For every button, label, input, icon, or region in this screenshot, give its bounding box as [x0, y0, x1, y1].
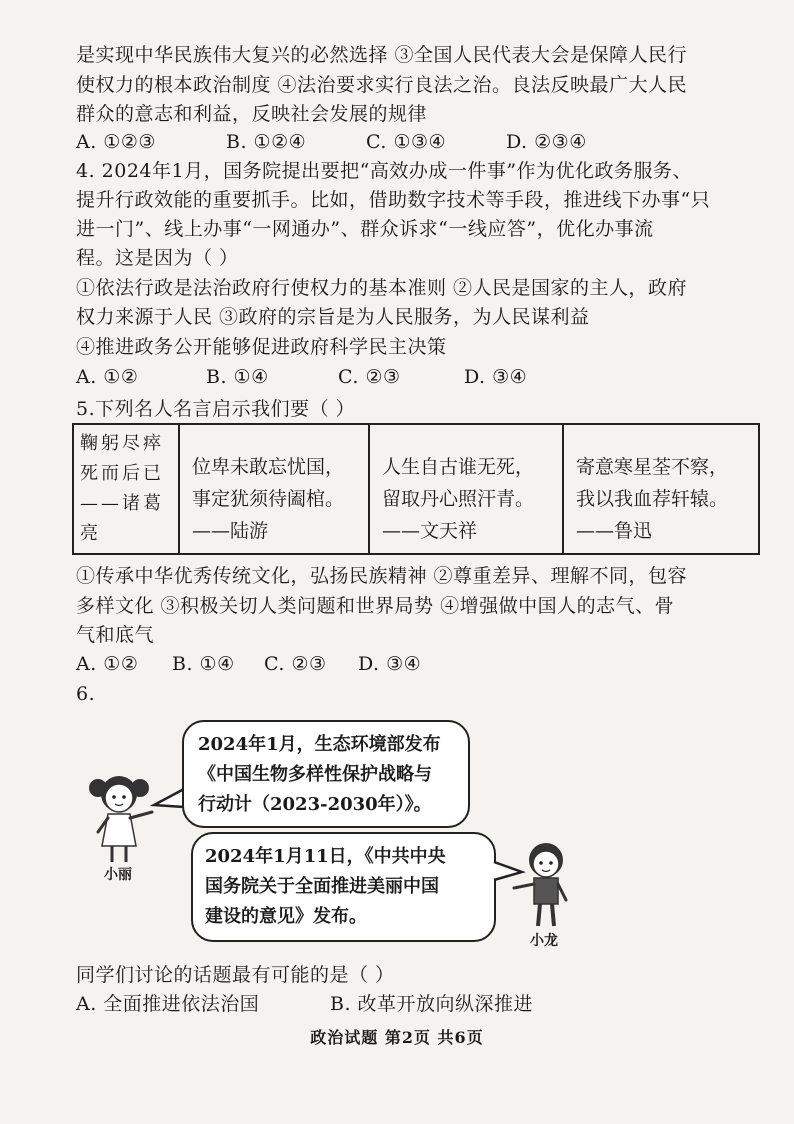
q4-stem-line: 提升行政效能的重要抓手。比如，借助数字技术等手段，推进线下办事“只 — [76, 189, 711, 211]
option-a: A. ①② — [76, 366, 139, 388]
girl-label: 小丽 — [104, 867, 132, 883]
quote-cell-wentianxiang: 人生自古谁无死， 留取丹心照汗青。 ——文天祥 — [369, 424, 563, 554]
option-b: B. ①④ — [172, 653, 235, 675]
option-c: C. ②③ — [264, 653, 327, 675]
q6-number: 6. — [76, 683, 96, 705]
speech-bubble-xiaoli: 2024年1月，生态环境部发布 《中国生物多样性保护战略与 行动计（2023-2030年）》。 — [182, 720, 470, 828]
q5-statement: 多样文化 ③积极关切人类问题和世界局势 ④增强做中国人的志气、骨 — [76, 595, 675, 617]
speech-bubble-xiaolong: 2024年1月11日，《中共中央 国务院关于全面推进美丽中国 建设的意见》发布。 — [191, 832, 496, 942]
q4-stem-line: 4. 2024年1月，国务院提出要把“高效办成一件事”作为优化政务服务、 — [76, 160, 693, 182]
q4-options — [76, 364, 756, 390]
boy-figure-icon — [508, 840, 578, 932]
option-b: B. ①②④ — [226, 131, 307, 153]
q4-statement: ①依法行政是法治政府行使权力的基本准则 ②人民是国家的主人，政府 — [76, 277, 688, 299]
q5-options — [76, 651, 756, 677]
q6-stem: 同学们讨论的话题最有可能的是（ ） — [76, 964, 395, 986]
intro-line: 使权力的根本政治制度 ④法治要求实行良法之治。良法反映最广大人民 — [76, 74, 688, 96]
q5-statement: 气和底气 — [76, 624, 155, 646]
option-d: D. ③④ — [358, 653, 422, 675]
intro-line: 是实现中华民族伟大复兴的必然选择 ③全国人民代表大会是保障人民行 — [76, 44, 688, 66]
quote-table — [72, 423, 760, 555]
q5-stem: 5.下列名人名言启示我们要（ ） — [76, 398, 356, 420]
option-a: A. ①②③ — [76, 131, 156, 153]
q4-stem-line: 进一门”、线上办事“一网通办”、群众诉求“一线应答”，优化办事流 — [76, 218, 654, 240]
q4-statement: ④推进政务公开能够促进政府科学民主决策 — [76, 336, 447, 358]
boy-label: 小龙 — [530, 933, 558, 949]
quote-cell-luxun: 寄意寒星荃不察， 我以我血荐轩辕。 ——鲁迅 — [563, 424, 759, 554]
option-a: A. ①② — [76, 653, 139, 675]
option-d: D. ③④ — [464, 366, 528, 388]
intro-line: 群众的意志和利益，反映社会发展的规律 — [76, 103, 428, 125]
option-b: B. ①④ — [206, 366, 269, 388]
quote-cell-luyou: 位卑未敢忘忧国， 事定犹须待阖棺。 ——陆游 — [179, 424, 369, 554]
q6-options — [76, 991, 756, 1017]
option-d: D. ②③④ — [506, 131, 587, 153]
page-footer: 政治试题 第2页 共6页 — [310, 1028, 484, 1047]
girl-figure-icon — [88, 768, 168, 868]
option-c: C. ①③④ — [366, 131, 447, 153]
option-b: B. 改革开放向纵深推进 — [330, 993, 534, 1015]
q5-statement: ①传承中华优秀传统文化，弘扬民族精神 ②尊重差异、理解不同，包容 — [76, 565, 688, 587]
q4-stem-line: 程。这是因为（ ） — [76, 247, 239, 269]
option-a: A. 全面推进依法治国 — [76, 993, 260, 1015]
option-c: C. ②③ — [338, 366, 401, 388]
q4-statement: 权力来源于人民 ③政府的宗旨是为人民服务，为人民谋利益 — [76, 306, 590, 328]
q3-options — [76, 129, 756, 155]
quote-cell-zhuge: 鞠躬尽瘁 死而后已 ——诸葛 亮 — [73, 424, 179, 554]
